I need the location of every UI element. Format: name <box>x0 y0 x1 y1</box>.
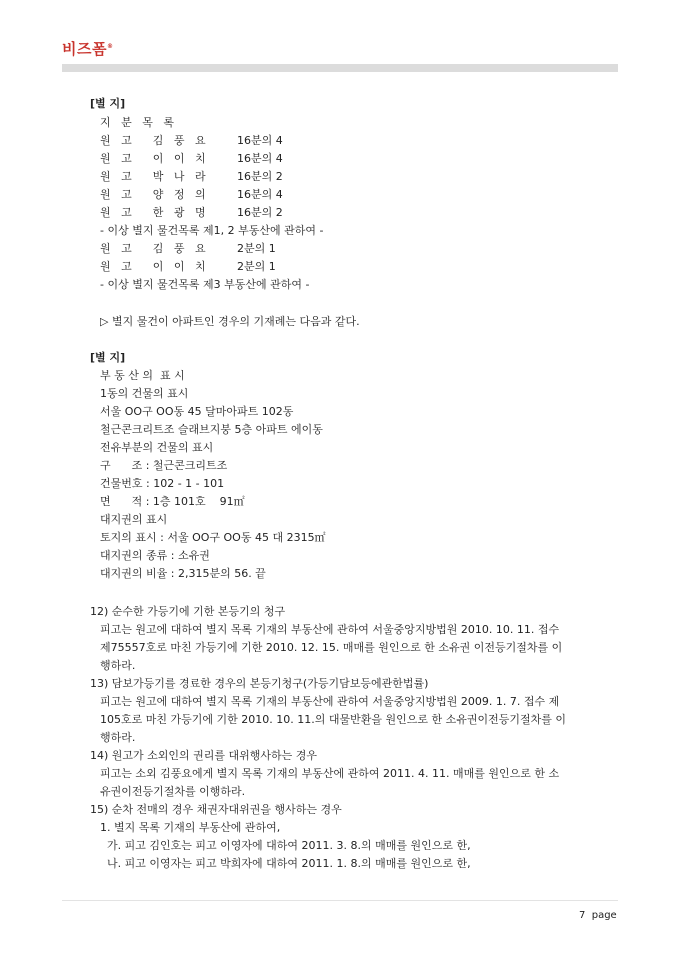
property-line: 대지권의 비율 : 2,315분의 56. 끝 <box>100 567 266 580</box>
logo <box>62 38 113 59</box>
share-list-line: - 이상 별지 물건목록 제3 부동산에 관하여 - <box>100 278 310 291</box>
property-line: 토지의 표시 : 서울 OO구 OO동 45 대 2315㎡ <box>100 531 326 544</box>
claim-body-line: 피고는 원고에 대하여 별지 목록 기재의 부동산에 관하여 서울중앙지방법원 2010. 10. 11. 접수 <box>100 623 560 636</box>
header-bar <box>62 64 618 72</box>
property-line: 철근콘크리트조 슬래브지붕 5층 아파트 에이동 <box>100 423 323 436</box>
claim-body-line: 105호로 마친 가등기에 기한 2010. 10. 11.의 대물반환을 원인으로 한 소유권이전등기절차를 이 <box>100 713 566 726</box>
claim-body-line: 유권이전등기절차를 이행하라. <box>100 785 246 798</box>
property-line: 건물번호 : 102 - 1 - 101 <box>100 477 225 490</box>
property-line: 부 동 산 의 표 시 <box>100 369 185 382</box>
footer-divider <box>62 900 618 901</box>
share-list-line: 원 고 양 정 의 16분의 4 <box>100 188 283 201</box>
property-line: 전유부분의 건물의 표시 <box>100 441 214 454</box>
claim-body-line: 행하라. <box>100 659 136 672</box>
claim-body-line: 피고는 원고에 대하여 별지 목록 기재의 부동산에 관하여 서울중앙지방법원 2009. 1. 7. 접수 제 <box>100 695 560 708</box>
property-line: 대지권의 종류 : 소유권 <box>100 549 210 562</box>
claim-title: 13) 담보가등기를 경료한 경우의 본등기청구(가등기담보등에관한법률) <box>90 677 429 690</box>
claim-body-line: 제75557호로 마친 가등기에 기한 2010. 12. 15. 매매를 원인으로 한 소유권 이전등기절차를 이 <box>100 641 563 654</box>
property-line: 구 조 : 철근콘크리트조 <box>100 459 228 472</box>
claim-title: 14) 원고가 소외인의 권리를 대위행사하는 경우 <box>90 749 318 762</box>
page-number: 7 page <box>579 910 617 921</box>
claim-body-line: 1. 별지 목록 기재의 부동산에 관하여, <box>100 821 281 834</box>
share-list-line: 원 고 이 이 치 2분의 1 <box>100 260 276 273</box>
share-list-line: 지 분 목 록 <box>100 116 174 129</box>
property-line: 1동의 건물의 표시 <box>100 387 189 400</box>
share-list-line: - 이상 별지 물건목록 제1, 2 부동산에 관하여 - <box>100 224 324 237</box>
share-list-line: 원 고 이 이 치 16분의 4 <box>100 152 283 165</box>
share-list-line: 원 고 박 나 라 16분의 2 <box>100 170 283 183</box>
property-line: 면 적 : 1층 101호 91㎡ <box>100 495 245 508</box>
logo-text: 비즈폼 <box>62 40 107 58</box>
claim-title: 12) 순수한 가등기에 기한 본등기의 청구 <box>90 605 286 618</box>
property-line: 대지권의 표시 <box>100 513 168 526</box>
section1-note: ▷ 별지 물건이 아파트인 경우의 기재례는 다음과 같다. <box>100 315 360 328</box>
claim-title: 15) 순차 전매의 경우 채권자대위권을 행사하는 경우 <box>90 803 342 816</box>
claim-body-line: 가. 피고 김인호는 피고 이영자에 대하여 2011. 3. 8.의 매매를 원인으로 한, <box>100 839 471 852</box>
section1-heading: [별 지] <box>90 97 126 110</box>
claim-body-line: 행하라. <box>100 731 136 744</box>
share-list-line: 원 고 한 광 명 16분의 2 <box>100 206 283 219</box>
logo-mark: ® <box>106 43 114 50</box>
share-list-line: 원 고 김 풍 요 2분의 1 <box>100 242 276 255</box>
claim-body-line: 피고는 소외 김풍요에게 별지 목록 기재의 부동산에 관하여 2011. 4. 11. 매매를 원인으로 한 소 <box>100 767 560 780</box>
share-list-line: 원 고 김 풍 요 16분의 4 <box>100 134 283 147</box>
section2-heading: [별 지] <box>90 351 126 364</box>
claim-body-line: 나. 피고 이영자는 피고 박희자에 대하여 2011. 1. 8.의 매매를 원인으로 한, <box>100 857 471 870</box>
property-line: 서울 OO구 OO동 45 달마아파트 102동 <box>100 405 294 418</box>
